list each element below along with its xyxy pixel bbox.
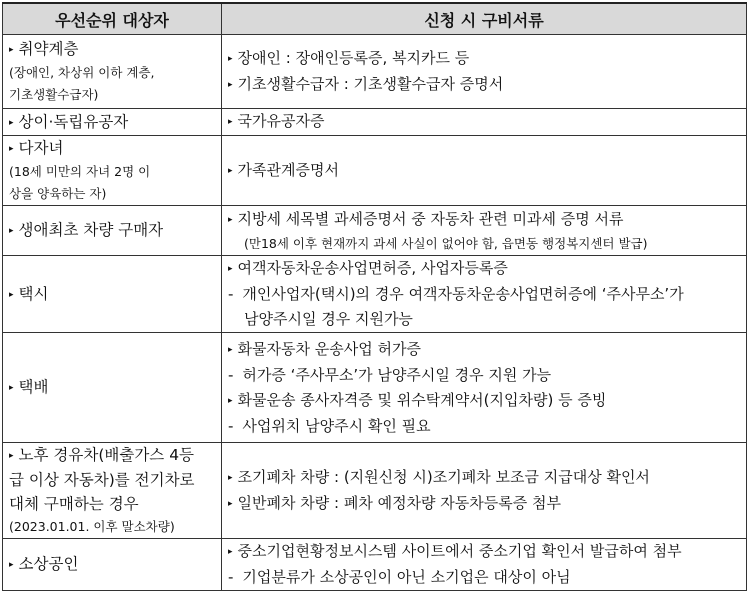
bullet-triangle-icon: ▸ [228, 344, 233, 355]
docs-cell [222, 206, 747, 256]
bullet-triangle-icon: ▸ [9, 451, 14, 461]
doc-item: ▸ 중소기업현황정보시스템 사이트에서 중소기업 확인서 발급하여 첨부 [228, 539, 740, 565]
target-label: ▸ 택시 [9, 282, 215, 307]
target-label: ▸ 상이·독립유공자 [9, 110, 215, 135]
target-label: ▸ 소상공인 [9, 552, 215, 577]
table-row [3, 333, 747, 443]
bullet-triangle-icon: ▸ [228, 117, 233, 127]
header-required-docs: 신청 시 구비서류 [222, 3, 747, 35]
doc-item: ▸ 기초생활수급자 : 기초생활수급자 증명서 [228, 72, 740, 98]
doc-item: ▸ 가족관계증명서 [228, 158, 740, 184]
target-label: ▸ 노후 경유차(배출가스 4등 [9, 443, 215, 468]
document-table [2, 2, 747, 591]
target-cell [3, 136, 222, 206]
target-note: 상을 양육하는 자) [9, 186, 107, 201]
bullet-triangle-icon: ▸ [9, 45, 14, 55]
bullet-triangle-icon: ▸ [9, 226, 14, 236]
bullet-triangle-icon: ▸ [228, 53, 233, 64]
header-row [3, 3, 747, 35]
bullet-triangle-icon: ▸ [9, 383, 14, 393]
target-cell [3, 443, 222, 539]
doc-item: - 사업위치 남양주시 확인 필요 [228, 414, 740, 439]
table-row [3, 136, 747, 206]
target-label: ▸ 택배 [9, 375, 215, 400]
doc-item: (만18세 이후 현재까지 과세 사실이 없어야 함, 읍면동 행정복지센터 발급) [244, 236, 648, 251]
target-note: (2023.01.01. 이후 말소차량) [9, 519, 175, 534]
doc-item: - 개인사업자(택시)의 경우 여객자동차운송사업면허증에 ‘주사무소’가 [228, 282, 740, 307]
doc-item: ▸ 조기폐차 차량 : (지원신청 시)조기폐차 보조금 지급대상 확인서 [228, 465, 740, 491]
bullet-triangle-icon: ▸ [228, 264, 233, 274]
doc-item: - 기업분류가 소상공인이 아닌 소기업은 대상이 아님 [228, 565, 740, 590]
doc-item: ▸ 화물운송 종사자격증 및 위수탁계약서(지입차량) 등 증빙 [228, 388, 740, 414]
bullet-triangle-icon: ▸ [9, 117, 14, 128]
table-row [3, 256, 747, 333]
dash-bullet: - [228, 416, 234, 435]
docs-cell [222, 333, 747, 443]
target-cell [3, 35, 222, 109]
target-cell [3, 109, 222, 136]
bullet-triangle-icon: ▸ [228, 215, 233, 225]
bullet-triangle-icon: ▸ [9, 144, 14, 154]
target-cell [3, 539, 222, 591]
docs-cell [222, 256, 747, 333]
table-row [3, 109, 747, 136]
target-label: ▸ 다자녀 [9, 136, 215, 161]
doc-item: 남양주시일 경우 지원가능 [244, 310, 413, 328]
dash-bullet: - [228, 568, 234, 586]
table-row [3, 206, 747, 256]
doc-item: - 허가증 ‘주사무소’가 남양주시일 경우 지원 가능 [228, 363, 740, 388]
bullet-triangle-icon: ▸ [228, 395, 233, 406]
table-row [3, 443, 747, 539]
table-row [3, 539, 747, 591]
dash-bullet: - [228, 285, 234, 303]
bullet-triangle-icon: ▸ [228, 472, 233, 483]
bullet-triangle-icon: ▸ [9, 289, 14, 300]
target-label: 대체 구매하는 경우 [9, 495, 139, 513]
docs-cell [222, 443, 747, 539]
target-note: (장애인, 차상위 이하 계층, [9, 65, 155, 80]
bullet-triangle-icon: ▸ [228, 165, 233, 176]
target-label: ▸ 생애최초 차량 구매자 [9, 218, 215, 243]
table-row [3, 35, 747, 109]
doc-item: ▸ 화물자동차 운송사업 허가증 [228, 337, 740, 363]
docs-cell [222, 109, 747, 136]
target-cell [3, 333, 222, 443]
doc-item: ▸ 일반폐차 차량 : 폐차 예정차량 자동차등록증 첨부 [228, 491, 740, 517]
bullet-triangle-icon: ▸ [228, 547, 233, 557]
doc-item: ▸ 지방세 세목별 과세증명서 중 자동차 관련 미과세 증명 서류 [228, 207, 740, 233]
target-cell [3, 256, 222, 333]
docs-cell [222, 539, 747, 591]
target-label: 급 이상 자동차)를 전기차로 [9, 471, 195, 489]
header-priority-target: 우선순위 대상자 [3, 3, 222, 35]
doc-item: ▸ 장애인 : 장애인등록증, 복지카드 등 [228, 46, 740, 72]
target-label: ▸ 취약계층 [9, 37, 215, 62]
bullet-triangle-icon: ▸ [228, 498, 233, 509]
doc-item: ▸ 여객자동차운송사업면허증, 사업자등록증 [228, 256, 740, 282]
target-cell [3, 206, 222, 256]
target-note: (18세 미만의 자녀 2명 이 [9, 164, 151, 179]
bullet-triangle-icon: ▸ [9, 560, 14, 570]
docs-cell [222, 35, 747, 109]
doc-item: ▸ 국가유공자증 [228, 109, 740, 135]
docs-cell [222, 136, 747, 206]
target-note: 기초생활수급자) [9, 87, 99, 102]
bullet-triangle-icon: ▸ [228, 79, 233, 90]
dash-bullet: - [228, 365, 234, 384]
